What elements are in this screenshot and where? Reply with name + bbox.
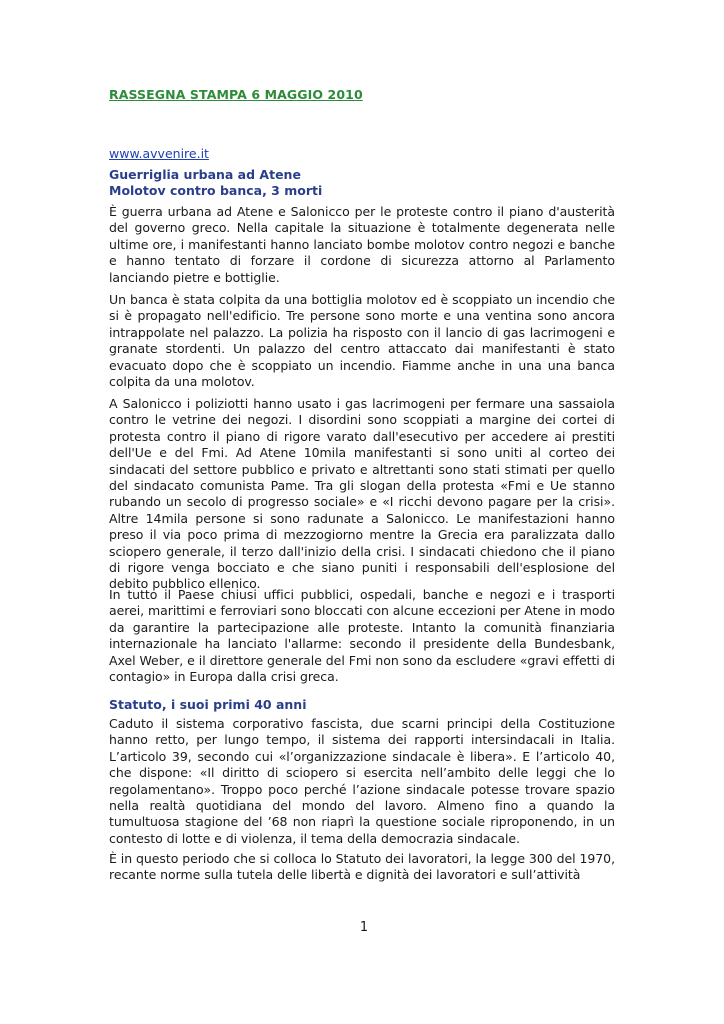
section-title-statuto: Statuto, i suoi primi 40 anni <box>109 697 307 712</box>
article-title-line1: Guerriglia urbana ad Atene <box>109 167 301 182</box>
article-paragraph-2: Un banca è stata colpita da una bottiglia molotov ed è scoppiato un incendio che si è propagato nell'edificio. Tre persone sono morte e una ventina sono ancora intrappolate nel palazzo. La polizia ha risposto con il lancio di gas lacrimogeni e granate stordenti. Un palazzo del centro attaccato dai manifestanti è stato evacuato dopo che è scoppiato un incendio. Fiamme anche in una una banca colpita da una molotov. <box>109 292 615 390</box>
statuto-paragraph-2: È in questo periodo che si colloca lo Statuto dei lavoratori, la legge 300 del 1970, recante norme sulla tutela delle libertà e dignità dei lavoratori e sull’attività <box>109 851 615 883</box>
article-title-block <box>109 167 615 199</box>
press-review-header: RASSEGNA STAMPA 6 MAGGIO 2010 <box>109 87 363 102</box>
document-page <box>109 0 615 1024</box>
article-paragraph-1: È guerra urbana ad Atene e Salonicco per le proteste contro il piano d'austerità del governo greco. Nella capitale la situazione è totalmente degenerata nelle ultime ore, i manifestanti hanno lanciato bombe molotov contro negozi e banche e hanno tentato di forzare il cordone di sicurezza attorno al Parlamento lanciando pietre e bottiglie. <box>109 204 615 285</box>
source-link[interactable]: www.avvenire.it <box>109 146 209 161</box>
article-title-line2: Molotov contro banca, 3 morti <box>109 183 323 198</box>
page-number: 1 <box>359 920 369 935</box>
article-paragraph-4: In tutto il Paese chiusi uffici pubblici, ospedali, banche e negozi e i trasporti aerei, marittimi e ferroviari sono bloccati con alcune eccezioni per Atene in modo da garantire la partecipazione alle proteste. Intanto la comunità finanziaria internazionale ha lanciato l'allarme: secondo il presidente della Bundesbank, Axel Weber, e il direttore generale del Fmi non sono da escludere «gravi effetti di contagio» in Europa dalla crisi greca. <box>109 587 615 685</box>
article-paragraph-3: A Salonicco i poliziotti hanno usato i gas lacrimogeni per fermare una sassaiola contro le vetrine dei negozi. I disordini sono scoppiati a margine dei cortei di protesta contro il piano di rigore varato dall'esecutivo per accedere ai prestiti dell'Ue e del Fmi. Ad Atene 10mila manifestanti si sono uniti al corteo dei sindacati del settore pubblico e privato e altrettanti sono stati stimati per quello del sindacato comunista Pame. Tra gli slogan della protesta «Fmi e Ue stanno rubando un secolo di progresso sociale» e «I ricchi devono pagare per la crisi». Altre 14mila persone si sono radunate a Salonicco. Le manifestazioni hanno preso il via poco prima di mezzogiorno mentre la Grecia era paralizzata dallo sciopero generale, il terzo dall'inizio della crisi. I sindacati chiedono che il piano di rigore venga bocciato e che siano puniti i responsabili dell'esplosione del debito pubblico ellenico. <box>109 396 615 592</box>
statuto-paragraph-1: Caduto il sistema corporativo fascista, due scarni principi della Costituzione hanno retto, per lungo tempo, il sistema dei rapporti intersindacali in Italia. L’articolo 39, secondo cui «l’organizzazione sindacale è libera». E l’articolo 40, che dispone: «Il diritto di sciopero si esercita nell’ambito delle leggi che lo regolamentano». Troppo poco perché l’azione sindacale potesse trovare spazio nella realtà quotidiana del mondo del lavoro. Almeno fino a quando la tumultuosa stagione del ’68 non riaprì la questione sociale riproponendo, in un contesto di lotte e di violenza, il tema della democrazia sindacale. <box>109 716 615 846</box>
